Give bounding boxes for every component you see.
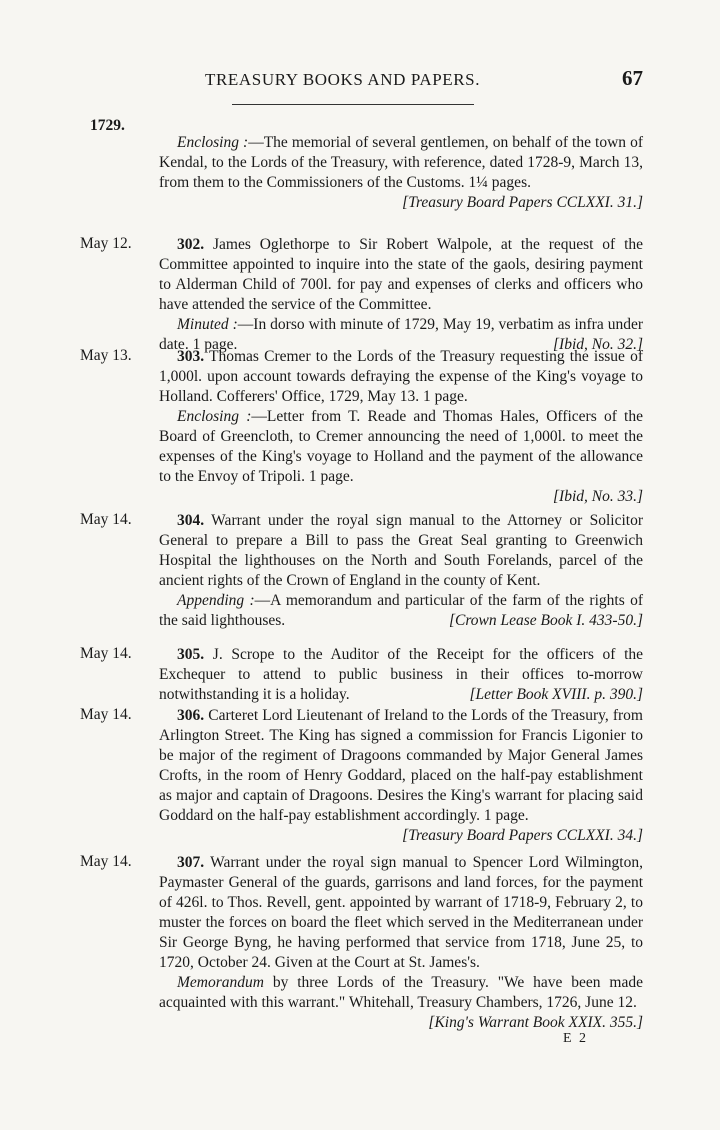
entry-citation: [Ibid, No. 33.]: [553, 488, 643, 505]
entry-text: James Oglethorpe to Sir Robert Walpole, at the request of the Committee appointed to inquire into the state of the gaols, desiring payment to Alderman Child of 700l. for pay and expenses of clerks and officers who have attended the service of the Committee.: [159, 236, 644, 313]
entry-text: Carteret Lord Lieutenant of Ireland to the Lords of the Treasury, from Arlington Street. The King has signed a commission for Francis Ligonier to be major of the regiment of Dragoons commanded by Major General James Crofts, in the room of Henry Goddard, placed on the half-pay establishment as major and captain of Dragoons. Desires the King's warrant for placing said Goddard on the half-pay establishment accordingly. 1 page.: [159, 707, 643, 824]
entry-number: 306.: [177, 707, 205, 724]
entry-body: [159, 511, 643, 631]
entry-text: —In dorso with minute of 1729, May 19, verbatim as infra under date. 1 page.: [159, 316, 643, 353]
entry-citation: [Letter Book XVIII. p. 390.]: [469, 686, 643, 703]
entry-body: [159, 706, 643, 846]
entry-number: 303.: [177, 348, 205, 365]
entry-paragraph: [159, 511, 643, 591]
header-rule: [232, 104, 474, 105]
entry-paragraph: [159, 853, 643, 973]
entry-label: Appending :: [177, 592, 255, 609]
entry-paragraph: [159, 645, 643, 705]
entry-body: [159, 645, 643, 705]
entry-label: Enclosing :: [177, 134, 249, 151]
entry-sub-paragraph: [159, 407, 643, 487]
entry-paragraph: [159, 133, 644, 211]
entry-paragraph: [159, 235, 643, 315]
entry-body: [159, 133, 643, 213]
entry-label: Enclosing :: [177, 408, 252, 425]
entry-text: Warrant under the royal sign manual to Spencer Lord Wilmington, Paymaster General of the guards, garrisons and land forces, for the payment of 426l. to Thos. Revell, gent. appointed by warrant of 1718-9, February 2, to muster the forces on board the fleet which served in the Mediterranean under Sir George Byng, he having performed that service from 1718, June 25, to 1720, October 24. Given at the Court at St. James's.: [159, 854, 643, 971]
entry-text: by three Lords of the Treasury. "We have been made acquainted with this warrant." Whitehall, Treasury Chambers, 1726, June 12.: [159, 974, 643, 1011]
entry-paragraph: [159, 347, 643, 407]
entry-number: 305.: [177, 646, 205, 663]
entry-sub-paragraph: [159, 591, 643, 631]
entry-date: May 14.: [80, 645, 132, 662]
running-title: TREASURY BOOKS AND PAPERS.: [205, 70, 481, 89]
entry-number: 302.: [177, 236, 205, 253]
entry-body: [159, 853, 643, 1033]
entry-body: [159, 347, 643, 507]
entry-text: —The memorial of several gentlemen, on behalf of the town of Kendal, to the Lords of the Treasury, with reference, dated 1728-9, March 13, from them to the Commissioners of the Customs. 1¼ pages.: [159, 134, 644, 191]
entry-date: May 14.: [80, 853, 132, 870]
entry-number: 307.: [177, 854, 205, 871]
entry-text: Warrant under the royal sign manual to the Attorney or Solicitor General to prepare a Bill to pass the Great Seal granting to Greenwich Hospital the lighthouses on the North and South Forelands, parcel of the ancient rights of the Crown of England in the county of Kent.: [159, 512, 643, 589]
year-marker: 1729.: [90, 117, 125, 134]
entry-body: [159, 235, 643, 355]
entry-date: May 14.: [80, 511, 132, 528]
entry-citation: [Crown Lease Book I. 433-50.]: [448, 612, 643, 629]
entry-citation: [Treasury Board Papers CCLXXI. 34.]: [402, 827, 643, 844]
signature-mark: E 2: [563, 1031, 589, 1046]
entry-text: Thomas Cremer to the Lords of the Treasury requesting the issue of 1,000l. upon account towards defraying the expense of the King's voyage to Holland. Cofferers' Office, 1729, May 13. 1 page.: [159, 348, 643, 405]
entry-citation: [Ibid, No. 32.]: [553, 336, 643, 353]
entry-label: Minuted :: [177, 316, 238, 333]
entry-text: —Letter from T. Reade and Thomas Hales, Officers of the Board of Greencloth, to Cremer announcing the need of 1,000l. to meet the expenses of the King's voyage to Holland and the payment of the allowance to the Envoy of Tripoli. 1 page.: [159, 408, 643, 485]
entry-number: 304.: [177, 512, 205, 529]
entry-text: —A memorandum and particular of the farm of the rights of the said lighthouses.: [159, 592, 643, 629]
entry-date: May 12.: [80, 235, 132, 252]
entry-citation: [King's Warrant Book XXIX. 355.]: [428, 1014, 643, 1031]
entry-text: J. Scrope to the Auditor of the Receipt for the officers of the Exchequer to attend to public business in their offices to-morrow notwithstanding it is a holiday.: [159, 646, 643, 703]
page-number: 67: [622, 66, 643, 90]
entry-citation: [Treasury Board Papers CCLXXI. 31.]: [402, 194, 643, 211]
entry-label: Memorandum: [177, 974, 264, 991]
entry-date: May 13.: [80, 347, 132, 364]
entry-sub-paragraph: [159, 973, 643, 1031]
entry-paragraph: [159, 706, 643, 826]
entry-date: May 14.: [80, 706, 132, 723]
